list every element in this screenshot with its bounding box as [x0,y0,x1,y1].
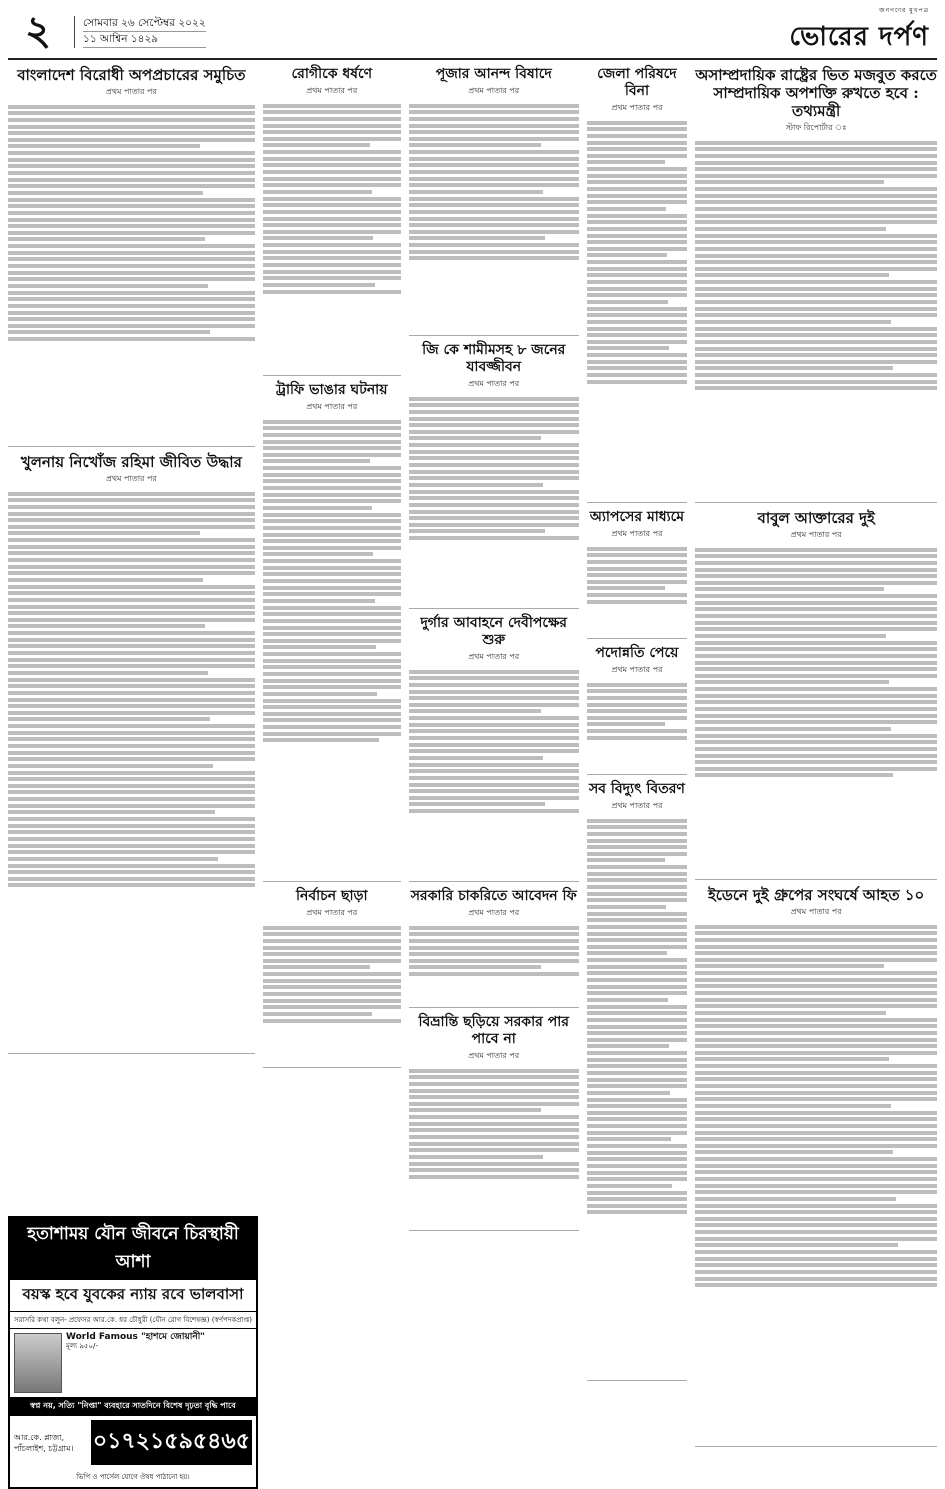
news-story [263,888,401,1068]
story-body [409,1066,579,1226]
story-byline: প্রথম পাতার পর [306,908,358,917]
ad-middle [10,1329,256,1397]
story-body [263,417,401,877]
column-5 [695,66,937,1447]
story-headline: নির্বাচন ছাড়া [295,888,368,904]
ad-delivery: ভিপি ও পার্সেল যোগে ঔষধ পাঠানো হয়। [76,1473,190,1481]
news-story [587,781,688,1381]
story-body [587,680,688,770]
advertisement [8,1216,258,1489]
story-byline: প্রথম পাতার পর [306,86,358,95]
story-body [587,816,688,1376]
ad-world-famous: World Famous "হাশমে জোয়ানী" [66,1332,206,1342]
masthead [8,6,937,60]
story-headline: দুর্গার আবাহনে দেবীপক্ষের শুরু [420,615,567,648]
news-story [587,66,688,503]
story-byline: প্রথম পাতার পর [468,1051,520,1060]
ad-headline-1: হতাশাময় যৌন জীবনে চিরস্থায়ী আশা [10,1218,256,1280]
news-story [695,509,937,880]
news-story [409,615,579,882]
story-byline: প্রথম পাতার পর [306,402,358,411]
story-headline: খুলনায় নিখোঁজ রহিমা জীবিত উদ্ধার [20,453,242,471]
story-headline: জি কে শামীমসহ ৮ জনের যাবজ্জীবন [422,342,566,375]
story-headline: পদোন্নতি পেয়ে [595,645,679,661]
story-headline: বাবুল আক্তারের দুই [757,509,875,527]
date-bengali: ১১ আশ্বিন ১৪২৯ [83,32,206,48]
story-byline: প্রথম পাতার পর [105,87,157,96]
story-body [695,545,937,875]
story-body [409,667,579,877]
story-byline: স্টাফ রিপোর্টার ঃ [785,123,847,132]
ad-footer [10,1416,256,1469]
ad-subline: সরাসরি কথা বলুন- প্রফেসর আর.কে. ধর চৌধুরী (যৌন রোগ বিশেষজ্ঞ) (স্বর্ণপদকপ্রাপ্ত) [10,1312,256,1329]
story-headline: ইডেনে দুই গ্রুপের সংঘর্ষে আহত ১০ [707,886,925,904]
story-headline: অসাম্প্রদায়িক রাষ্ট্রের ভিত মজবুত করতে সাম্প্রদায়িক অপশক্তি রুখতে হবে : তথ্যমন্ত্রী [695,66,937,120]
brand-name: ভোরের দর্পণ [789,21,929,52]
story-body [409,923,579,1003]
news-story [409,1014,579,1231]
story-body [8,102,255,442]
story-body [263,923,401,1063]
story-byline: প্রথম পাতার পর [468,86,520,95]
page-number: ২ [24,6,51,54]
story-body [695,138,937,498]
ad-strip: স্বপ্ন নয়, সত্যি "নিপ্তা" ব্যবহারে সাতদিনে বিশেষ দৃঢ়তা বৃদ্ধি পাবে [10,1397,256,1416]
story-body [409,101,579,331]
ad-headline-2: বয়স্ক হবে যুবকের ন্যায় রবে ভালবাসা [10,1280,256,1312]
news-story [409,342,579,609]
story-headline: ট্রাফি ভাঙার ঘটনায় [276,382,388,398]
news-story [409,66,579,336]
story-headline: বাংলাদেশ বিরোধী অপপ্রচারের সমুচিত [17,66,246,84]
story-headline: সব বিদ্যুৎ বিতরণ [588,781,685,797]
story-headline: সরকারি চাকরিতে আবেদন ফি [410,888,577,904]
story-headline: রোগীকে ধর্ষণে [291,66,373,82]
story-body [695,922,937,1442]
story-headline: পূজার আনন্দ বিষাদে [435,66,552,82]
news-story [263,66,401,376]
story-body [8,489,255,1049]
story-headline: অ্যাপসের মাধ্যমে [589,509,685,525]
story-byline: প্রথম পাতার পর [790,907,842,916]
date-gregorian: সোমবার ২৬ সেপ্টেম্বর ২০২২ [83,16,206,32]
news-story [409,888,579,1008]
story-byline: প্রথম পাতার পর [611,665,663,674]
column-3 [409,66,579,1447]
story-byline: প্রথম পাতার পর [468,908,520,917]
story-byline: প্রথম পাতার পর [468,652,520,661]
ad-price: মূল্য ৯৫০/- [66,1342,98,1350]
story-byline: প্রথম পাতার পর [611,529,663,538]
news-story [587,509,688,639]
news-story [263,382,401,882]
ad-address: আর.কে. প্লাজা, পাঁচলাইশ, চট্টগ্রাম। [14,1432,74,1453]
brand [789,5,937,60]
date-box [74,16,206,48]
story-byline: প্রথম পাতার পর [611,801,663,810]
story-byline: প্রথম পাতার পর [468,379,520,388]
ad-phone: ০১৭২১৫৯৫৪৬৫ [91,1420,252,1465]
story-body [409,394,579,604]
column-4 [587,66,688,1447]
story-headline: জেলা পরিষদে বিনা [597,66,677,99]
doctor-photo [14,1333,62,1393]
news-story [8,453,255,1054]
news-story [695,66,937,503]
news-story [587,645,688,775]
news-story [695,886,937,1447]
story-headline: বিভ্রান্তি ছড়িয়ে সরকার পার পাবে না [418,1014,569,1047]
story-byline: প্রথম পাতার পর [790,530,842,539]
story-body [587,544,688,634]
story-byline: প্রথম পাতার পর [105,474,157,483]
column-2 [263,66,401,1447]
news-story [8,66,255,447]
story-byline: প্রথম পাতার পর [611,103,663,112]
story-body [263,101,401,371]
story-body [587,118,688,498]
brand-tagline: জনগণের মুখপত্র [879,6,929,14]
